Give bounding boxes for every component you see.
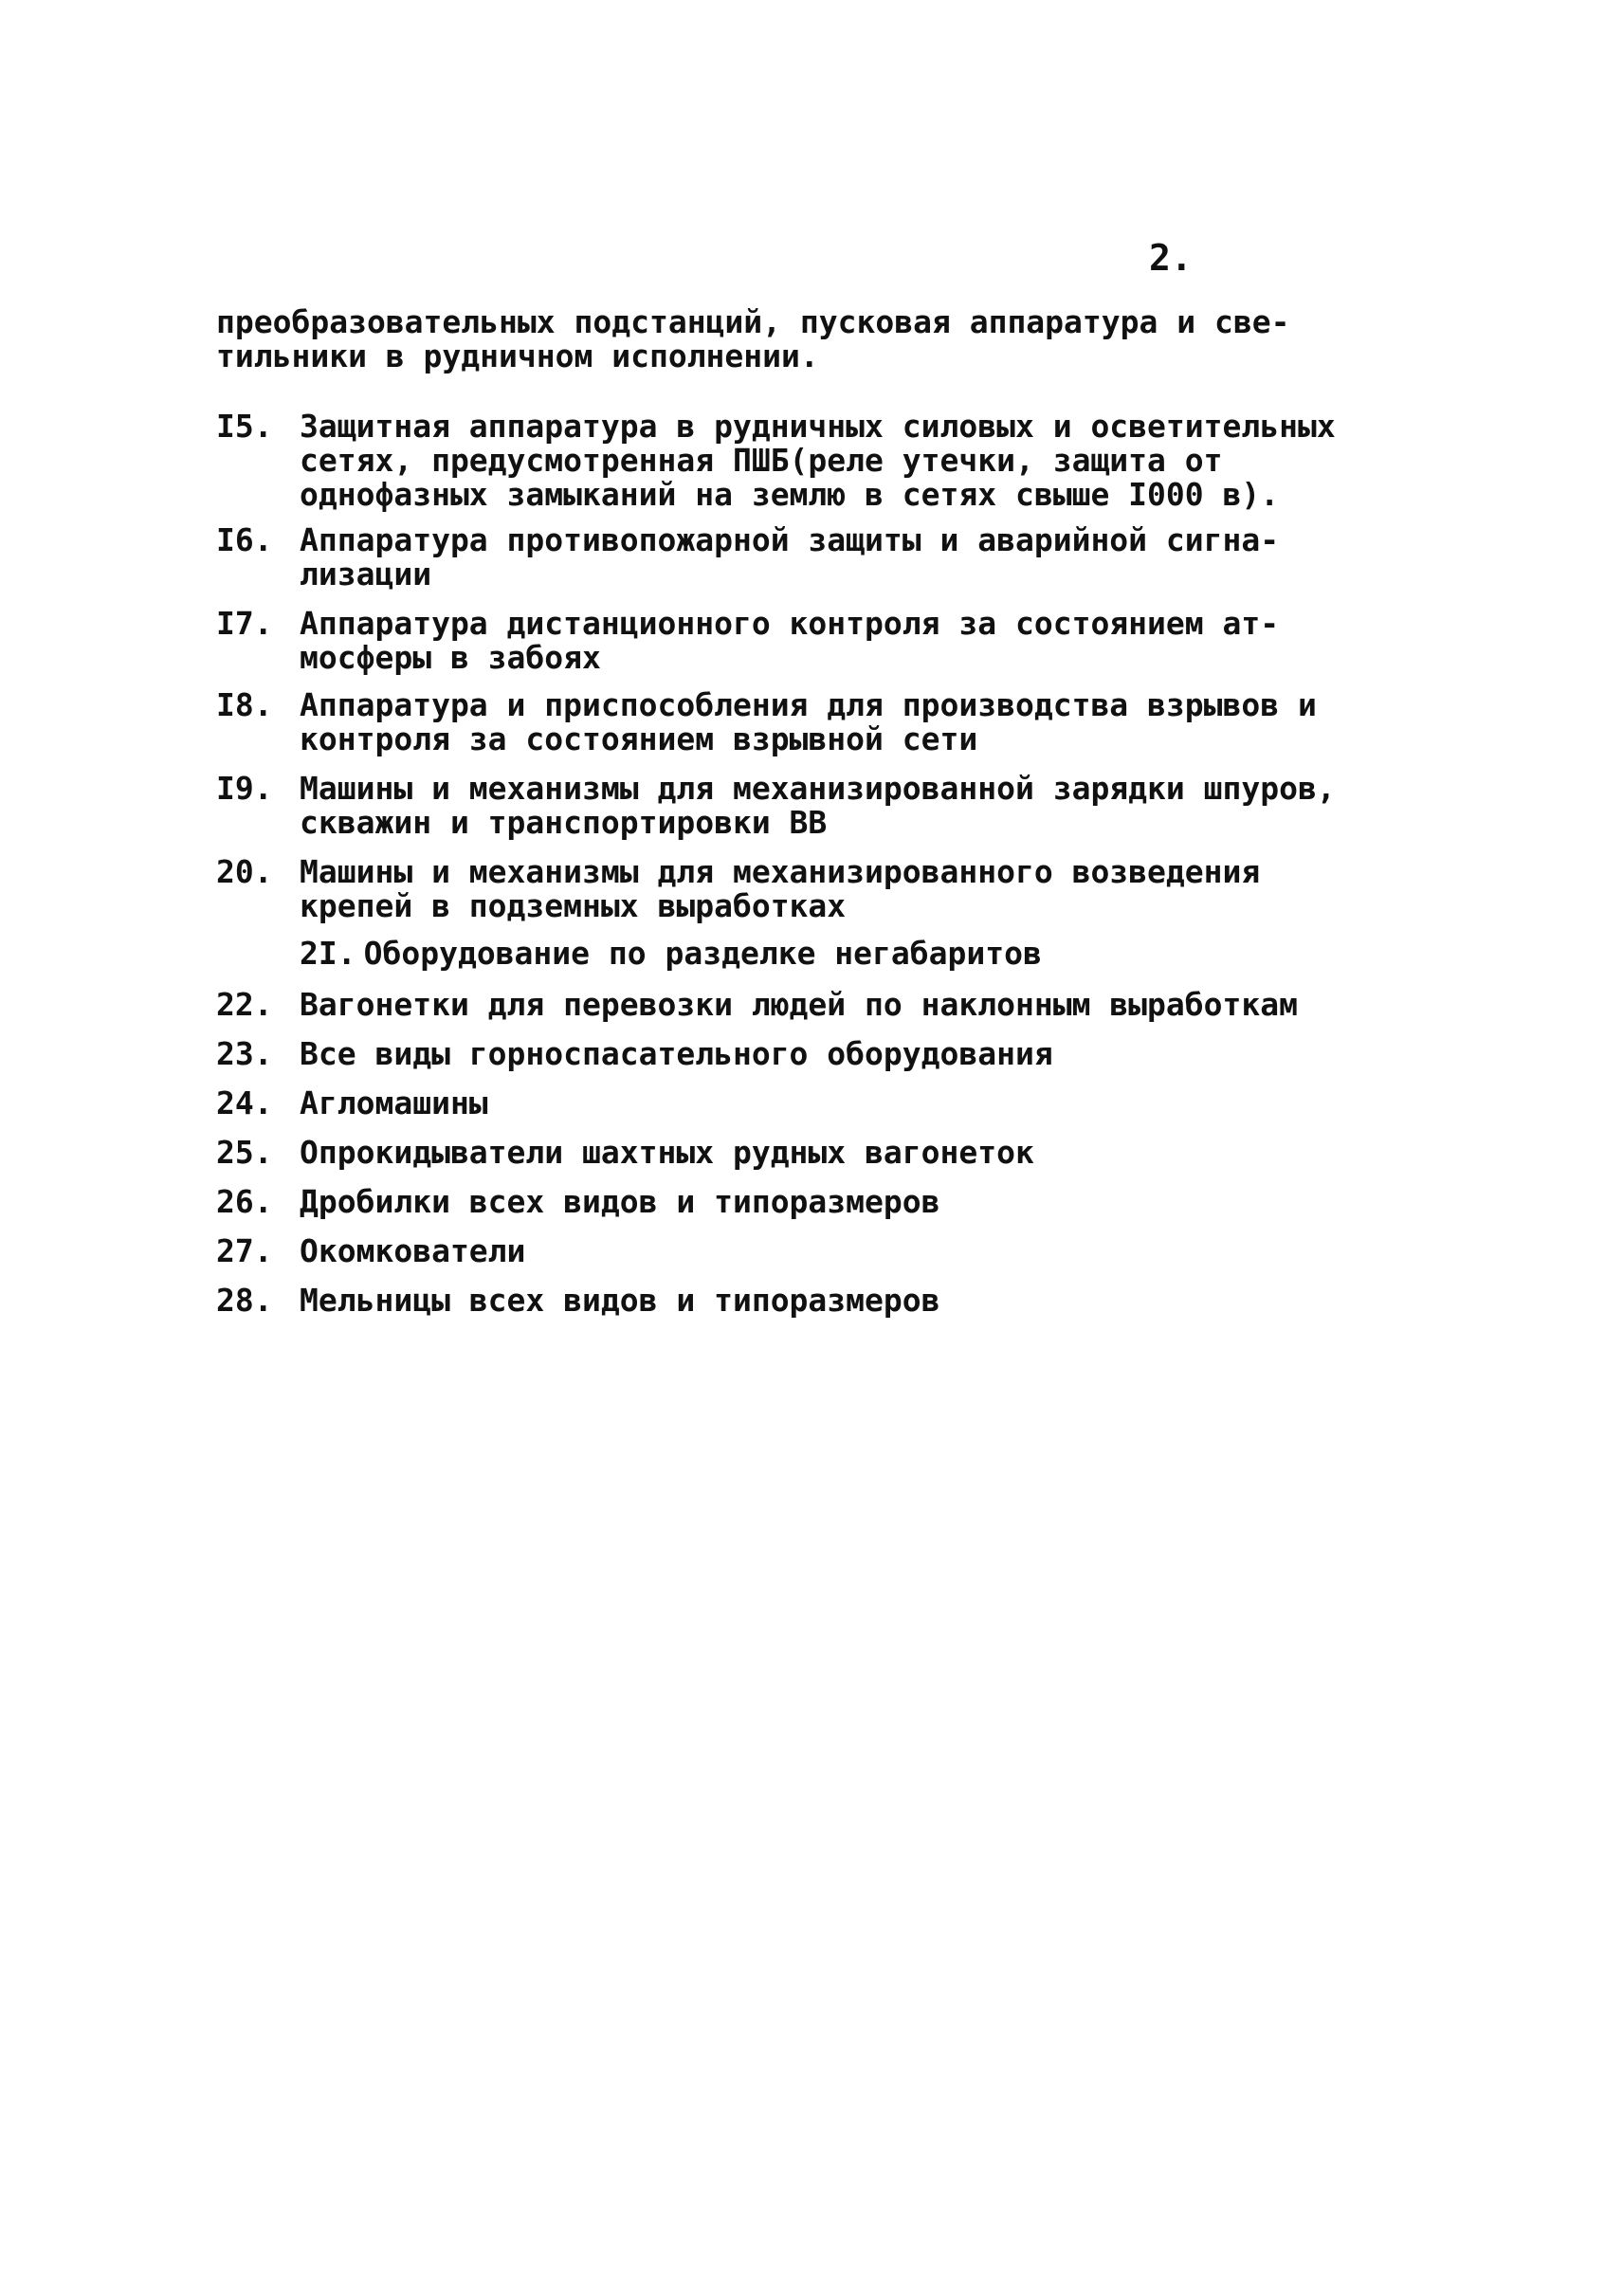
item-number: 26. <box>216 1183 273 1220</box>
item-number: I8. <box>216 686 273 723</box>
item-number: I9. <box>216 770 273 807</box>
item-number: 24. <box>216 1084 273 1121</box>
item-number: I5. <box>216 408 273 445</box>
item-text: Агломашины <box>300 1084 488 1121</box>
list-item-21 <box>300 937 1042 971</box>
item-text: Окомкователи <box>300 1232 526 1269</box>
item-text: Аппаратура дистанционного контроля за состоянием ат- мосферы в забоях <box>300 605 1280 676</box>
item-text: Защитная аппаратура в рудничных силовых и осветительных сетях, предусмотренная ПШБ(реле утечки, защита от однофазных замыканий на землю в сетях свыше I000 в). <box>300 408 1336 513</box>
item-number: 20. <box>216 853 273 890</box>
page-number: 2. <box>1149 237 1193 279</box>
item-number: 28. <box>216 1282 273 1319</box>
item-number: 25. <box>216 1134 273 1171</box>
item-text: Вагонетки для перевозки людей по наклонным выработкам <box>300 986 1298 1023</box>
item-number: 2I. <box>300 935 356 972</box>
item-text: Опрокидыватели шахтных рудных вагонеток <box>300 1134 1034 1171</box>
item-text: Мельницы всех видов и типоразмеров <box>300 1282 940 1319</box>
item-text: Все виды горноспасательного оборудования <box>300 1035 1053 1072</box>
item-text: Оборудование по разделке негабаритов <box>363 935 1042 972</box>
item-text: Машины и механизмы для механизированной зарядки шпуров, скважин и транспортировки ВВ <box>300 770 1336 841</box>
item-text: Аппаратура противопожарной защиты и аварийной сигна- лизации <box>300 521 1280 592</box>
item-number: 27. <box>216 1232 273 1269</box>
item-number: 23. <box>216 1035 273 1072</box>
intro-paragraph: преобразовательных подстанций, пусковая аппаратура и све- тильники в рудничном исполнении. <box>216 303 1290 374</box>
item-number: I7. <box>216 605 273 642</box>
item-text: Аппаратура и приспособления для производства взрывов и контроля за состоянием взрывной сети <box>300 686 1317 757</box>
item-number: 22. <box>216 986 273 1023</box>
item-text: Машины и механизмы для механизированного возведения крепей в подземных выработках <box>300 853 1261 924</box>
item-number: I6. <box>216 521 273 558</box>
item-text: Дробилки всех видов и типоразмеров <box>300 1183 940 1220</box>
